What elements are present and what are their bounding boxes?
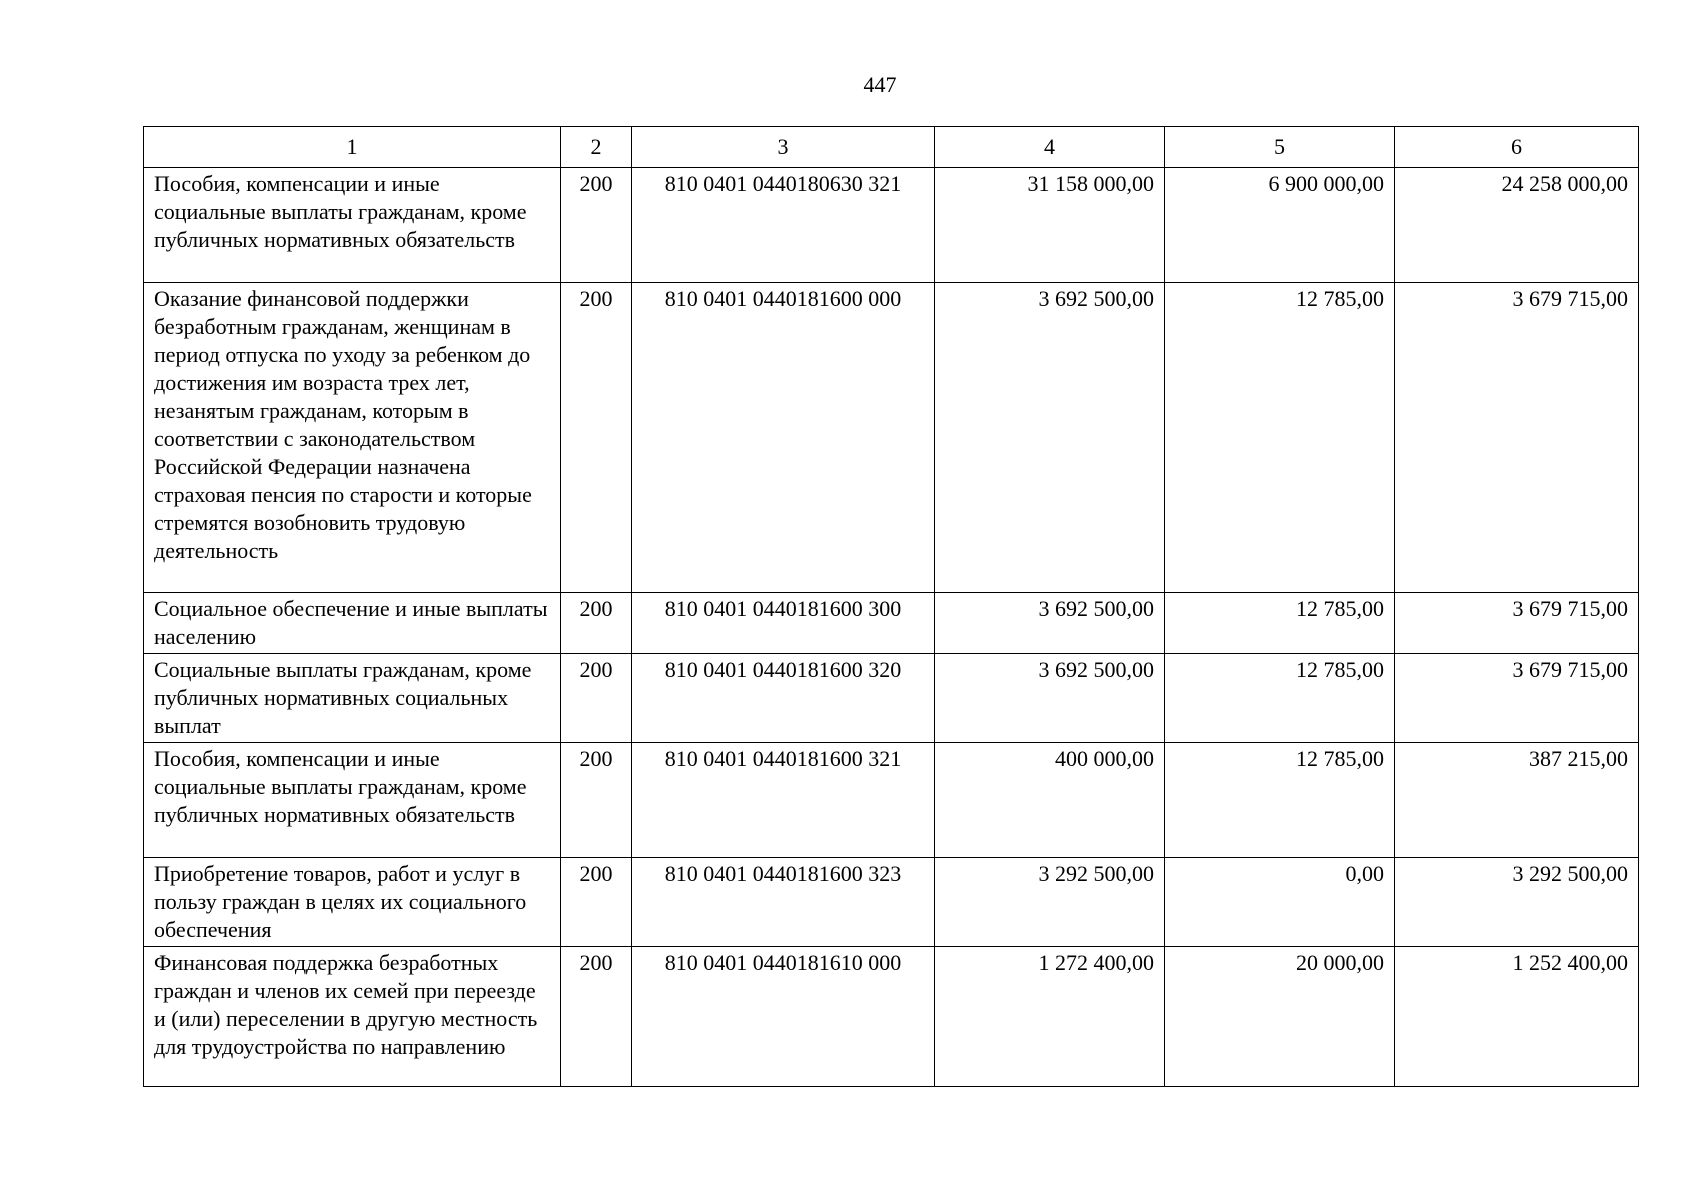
row-name-cell: Социальные выплаты гражданам, кроме публичных нормативных социальных выплат (144, 654, 561, 743)
row-name-cell: Приобретение товаров, работ и услуг в пользу граждан в целях их социального обеспечения (144, 858, 561, 947)
row-code-cell: 810 0401 0440181600 321 (632, 743, 935, 858)
row-value-6-cell: 3 679 715,00 (1395, 593, 1639, 654)
column-header-2: 2 (561, 127, 632, 168)
row-code-cell: 810 0401 0440181600 300 (632, 593, 935, 654)
table-row (144, 743, 1639, 858)
column-header-4: 4 (935, 127, 1165, 168)
row-value-6-cell: 3 679 715,00 (1395, 654, 1639, 743)
row-name-cell: Пособия, компенсации и иные социальные выплаты гражданам, кроме публичных нормативных обязательств (144, 743, 561, 858)
column-header-3: 3 (632, 127, 935, 168)
row-code-cell: 810 0401 0440181600 323 (632, 858, 935, 947)
row-admin-cell: 200 (561, 283, 632, 593)
table-row (144, 654, 1639, 743)
row-value-5-cell: 12 785,00 (1165, 654, 1395, 743)
table-row (144, 283, 1639, 593)
row-value-5-cell: 6 900 000,00 (1165, 168, 1395, 283)
row-value-4-cell: 3 692 500,00 (935, 654, 1165, 743)
row-value-6-cell: 3 292 500,00 (1395, 858, 1639, 947)
row-value-5-cell: 0,00 (1165, 858, 1395, 947)
row-value-4-cell: 3 692 500,00 (935, 593, 1165, 654)
row-value-4-cell: 31 158 000,00 (935, 168, 1165, 283)
table-row (144, 593, 1639, 654)
row-value-6-cell: 387 215,00 (1395, 743, 1639, 858)
row-value-4-cell: 1 272 400,00 (935, 947, 1165, 1087)
row-name-cell: Финансовая поддержка безработных граждан и членов их семей при переезде и (или) переселении в другую местность для трудоустройства по направлению (144, 947, 561, 1087)
row-admin-cell: 200 (561, 947, 632, 1087)
row-value-6-cell: 1 252 400,00 (1395, 947, 1639, 1087)
row-value-4-cell: 3 292 500,00 (935, 858, 1165, 947)
row-value-6-cell: 3 679 715,00 (1395, 283, 1639, 593)
column-header-5: 5 (1165, 127, 1395, 168)
row-admin-cell: 200 (561, 654, 632, 743)
row-value-4-cell: 3 692 500,00 (935, 283, 1165, 593)
row-admin-cell: 200 (561, 168, 632, 283)
row-value-5-cell: 20 000,00 (1165, 947, 1395, 1087)
table-header-row (144, 127, 1639, 168)
row-code-cell: 810 0401 0440181600 000 (632, 283, 935, 593)
table-row (144, 858, 1639, 947)
column-header-6: 6 (1395, 127, 1639, 168)
row-admin-cell: 200 (561, 593, 632, 654)
table-row (144, 947, 1639, 1087)
table-row (144, 168, 1639, 283)
row-admin-cell: 200 (561, 858, 632, 947)
column-header-1: 1 (144, 127, 561, 168)
row-code-cell: 810 0401 0440180630 321 (632, 168, 935, 283)
row-code-cell: 810 0401 0440181600 320 (632, 654, 935, 743)
row-value-5-cell: 12 785,00 (1165, 283, 1395, 593)
row-name-cell: Социальное обеспечение и иные выплаты населению (144, 593, 561, 654)
budget-table (143, 126, 1639, 1087)
row-value-4-cell: 400 000,00 (935, 743, 1165, 858)
row-value-5-cell: 12 785,00 (1165, 593, 1395, 654)
page-number: 447 (863, 72, 897, 97)
row-name-cell: Оказание финансовой поддержки безработным гражданам, женщинам в период отпуска по уходу за ребенком до достижения им возраста трех лет, незанятым гражданам, которым в соответствии с законодательством Российской Федерации назначена страховая пенсия по старости и которые стремятся возобновить трудовую деятельность (144, 283, 561, 593)
row-value-5-cell: 12 785,00 (1165, 743, 1395, 858)
row-value-6-cell: 24 258 000,00 (1395, 168, 1639, 283)
row-name-cell: Пособия, компенсации и иные социальные выплаты гражданам, кроме публичных нормативных обязательств (144, 168, 561, 283)
row-admin-cell: 200 (561, 743, 632, 858)
row-code-cell: 810 0401 0440181610 000 (632, 947, 935, 1087)
